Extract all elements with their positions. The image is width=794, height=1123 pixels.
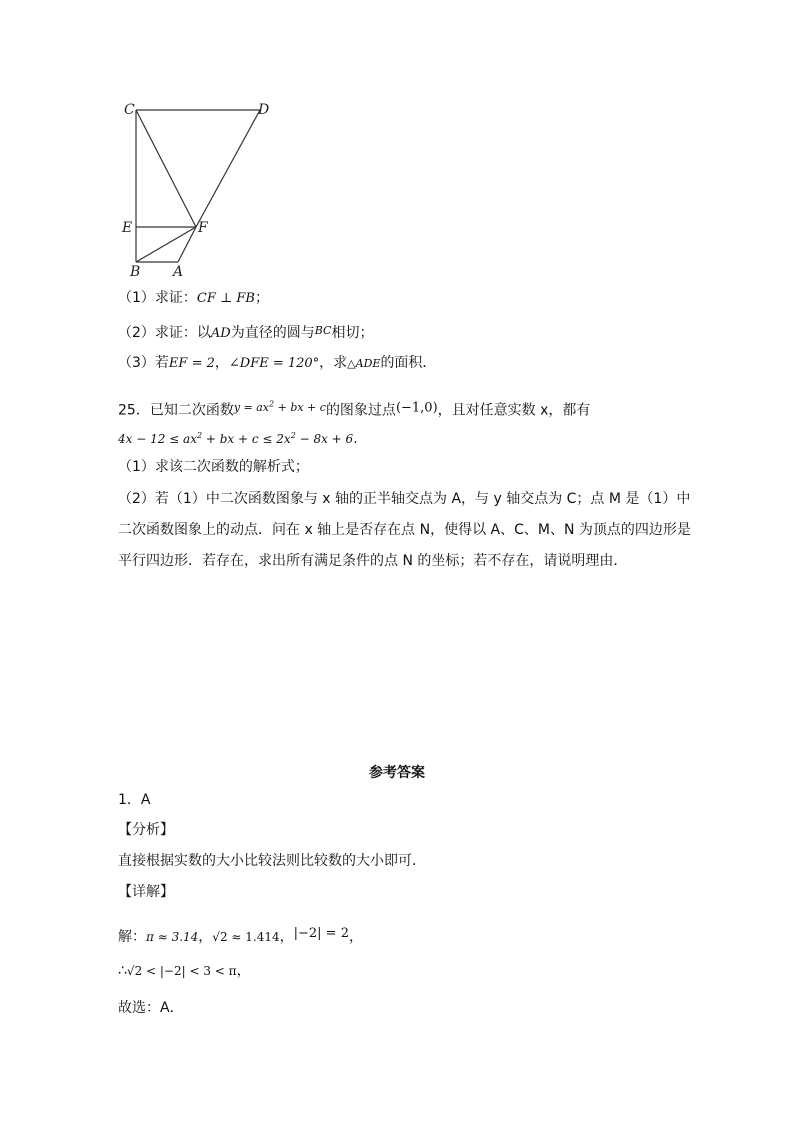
segment-df xyxy=(196,110,260,227)
q25-inequality: $4x - 12 \le ax^2$ + bx + $c \le 2x^2 - 8x + 6$. xyxy=(118,431,358,447)
q24-part2: （2）求证：以AD为直径的圆与$^{BC}$相切； xyxy=(118,324,374,341)
geometry-figure xyxy=(118,96,288,281)
detail-tag: 【详解】 xyxy=(118,884,174,900)
choice-line: 故选：A． xyxy=(118,1000,184,1016)
label-c: C xyxy=(124,102,135,118)
q25-part2-line3: 平行四边形．若存在，求出所有满足条件的点 N 的坐标；若不存在，请说明理由． xyxy=(118,553,628,569)
analysis-tag: 【分析】 xyxy=(118,822,174,838)
q25-part2-line2: 二次函数图象上的动点．问在 x 轴上是否存在点 N，使得以 A、C、M、N 为顶点的四边形是 xyxy=(118,522,691,538)
label-a: A xyxy=(173,264,184,280)
label-d: D xyxy=(258,102,270,118)
q25-part2-line1: （2）若（1）中二次函数图象与 x 轴的正半轴交点为 A，与 y 轴交点为 C；点 M 是（1）中 xyxy=(118,491,691,507)
q25-part1: （1）求该二次函数的解析式； xyxy=(118,459,309,475)
q25-stem: 25．已知二次函数$^{y = ax^2 + bx + c}$的图象过点(−1,0)，且对任意实数 x，都有 xyxy=(118,399,591,419)
label-b: B xyxy=(130,264,141,280)
therefore-line: ∴√2 < |−2| < 3 < π， xyxy=(118,963,251,979)
analysis-text: 直接根据实数的大小比较法则比较数的大小即可． xyxy=(118,853,426,869)
answer-1: 1．A xyxy=(118,792,151,808)
q24-part1: （1）求证：CF ⊥ FB； xyxy=(118,290,269,306)
label-f: F xyxy=(198,220,208,236)
q24-part3: （3）若EF = 2，∠DFE = 120°，求△ADE的面积． xyxy=(118,355,437,371)
label-e: E xyxy=(122,220,133,236)
segment-cf xyxy=(136,110,196,227)
solution-line: 解：π ≈ 3.14，√2 ≈ 1.414，|−2| = 2， xyxy=(118,926,363,945)
answers-title: 参考答案 xyxy=(369,765,425,781)
